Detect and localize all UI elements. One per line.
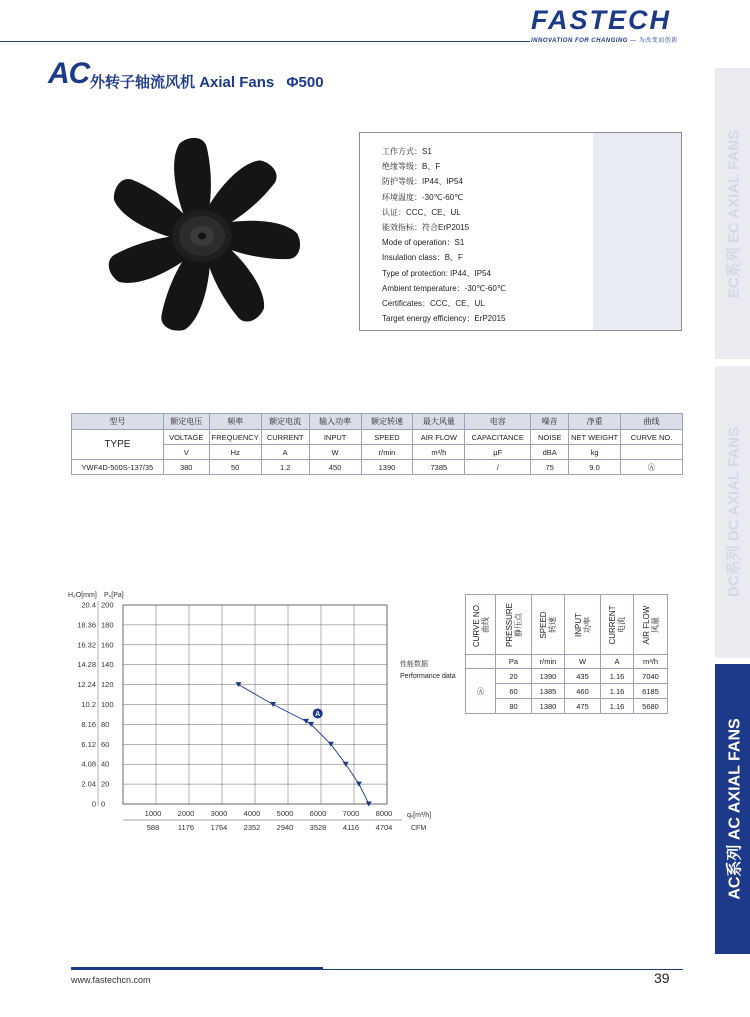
value-cell: 380 (163, 460, 209, 475)
unit-cell: Pa (496, 655, 532, 669)
value-cell: 435 (565, 669, 601, 684)
x-tick-label: 8000 (375, 809, 393, 818)
perf-label-en: Performance data (400, 673, 456, 680)
header-en: INPUT (573, 612, 583, 637)
footer-rule (71, 967, 323, 970)
header-cn: 风量 (650, 616, 660, 633)
chart-ticks (77, 601, 402, 833)
spec-line: 防护等级：IP44、IP54 (382, 177, 463, 187)
curve-label: A (315, 710, 321, 718)
spec-line: Insulation class：B、F (382, 253, 463, 263)
unit-cell: r/min (532, 655, 565, 669)
value-cell: / (465, 460, 531, 475)
perf-header-cell (496, 595, 532, 655)
y-tick-label-pa: 180 (101, 620, 114, 630)
spec-line: 环境温度：-30℃-60℃ (382, 192, 464, 202)
y-tick-label-pa: 20 (101, 779, 110, 789)
series-badge: AC (48, 57, 90, 90)
x-tick-label: 4000 (243, 809, 261, 818)
spec-box-shade (593, 133, 681, 330)
brand-logo (531, 6, 701, 50)
x-tick-label-cfm: 1176 (177, 823, 195, 832)
value-cell: 1.16 (601, 684, 634, 699)
value-cell: 75 (531, 460, 569, 475)
spec-line: 能效指标：符合ErP2015 (382, 223, 470, 233)
header-cell: CURVE NO. (621, 430, 683, 445)
x-tick-label-cfm: 1764 (210, 823, 228, 832)
header-cell: VOLTAGE (163, 430, 209, 445)
tab-label: DC系列 DC AXIAL FANS (725, 426, 742, 598)
y-axis-label-pa: Pₛ[Pa] (104, 592, 124, 599)
perf-units-row (466, 655, 668, 669)
perf-header-row (466, 595, 668, 655)
curve-cell: Ⓐ (621, 460, 683, 475)
header-cell: CAPACITANCE (465, 430, 531, 445)
header-en: PRESSURE (504, 602, 514, 647)
perf-label-cn: 性能数据 (400, 661, 428, 668)
value-cell: 20 (496, 669, 532, 684)
header-cell: NOISE (531, 430, 569, 445)
unit-cell (621, 445, 683, 460)
y-tick-label-mm: 4.08 (81, 759, 96, 769)
spec-box (359, 132, 682, 331)
unit-cell: m³/h (634, 655, 668, 669)
header-cn: 电流 (617, 616, 626, 633)
header-cell: 频率 (209, 414, 261, 430)
value-cell: 80 (496, 699, 532, 714)
value-cell: 1385 (532, 684, 565, 699)
value-cell: 7040 (634, 669, 668, 684)
axial-fan-image (104, 138, 306, 334)
title-diameter: Φ500 (286, 74, 324, 91)
y-tick-label-pa: 120 (101, 680, 114, 690)
perf-header-cell (565, 595, 601, 655)
header-cell: 电容 (465, 414, 531, 430)
value-cell: 450 (309, 460, 361, 475)
y-tick-label-pa: 0 (101, 799, 106, 809)
logo-text: FASTECH (531, 5, 672, 35)
header-cell: CURRENT (261, 430, 309, 445)
table-row (466, 669, 668, 684)
value-cell: 1390 (361, 460, 413, 475)
header-cell: AIR FLOW (413, 430, 465, 445)
spec-line: Mode of operation：S1 (382, 238, 465, 248)
value-cell: 1390 (532, 669, 565, 684)
header-cell: FREQUENCY (209, 430, 261, 445)
y-tick-label-pa: 100 (101, 700, 114, 709)
value-cell: 1.2 (261, 460, 309, 475)
header-cn: 功率 (582, 616, 592, 633)
value-cell: 1.16 (601, 669, 634, 684)
x-tick-label-cfm: 3528 (309, 823, 327, 832)
value-cell: 7385 (413, 460, 465, 475)
performance-table (465, 594, 668, 714)
spec-line: Target energy efficiency：ErP2015 (382, 314, 506, 324)
spec-line: Certificates：CCC、CE、UL (382, 299, 485, 309)
header-cell: 输入功率 (309, 414, 361, 430)
y-tick-label-pa: 160 (101, 640, 114, 650)
header-cn: 静压点 (513, 612, 523, 637)
y-tick-label-mm: 14.28 (77, 660, 96, 670)
model-cell: YWF4D-500S-137/35 (72, 460, 164, 475)
header-cell: 曲线 (621, 414, 683, 430)
y-tick-label-pa: 40 (101, 759, 110, 769)
tab-ac-axial-fans[interactable] (715, 664, 750, 954)
unit-cell: μF (465, 445, 531, 460)
value-cell: 60 (496, 684, 532, 699)
value-cell: 1.16 (601, 699, 634, 714)
spec-line: Ambient temperature：-30℃-60℃ (382, 283, 506, 293)
x-tick-label: 7000 (342, 809, 360, 818)
table-row (466, 699, 668, 714)
logo-tagline (531, 35, 701, 44)
spec-table-header-cn (72, 414, 683, 430)
page-number: 39 (654, 970, 670, 986)
spec-line: 认证：CCC、CE、UL (382, 207, 461, 217)
header-rule (0, 41, 530, 42)
x-tick-label-cfm: 588 (146, 823, 160, 832)
x-axis-label-cfm: CFM (411, 825, 427, 832)
title-cn: 外转子轴流风机 (90, 74, 196, 91)
spec-table-units (72, 445, 683, 460)
y-tick-label-mm: 20.4 (81, 600, 96, 610)
perf-header-cell (634, 595, 668, 655)
perf-header-cell (466, 595, 496, 655)
header-cn: 转速 (548, 616, 557, 633)
tab-label: EC系列 EC AXIAL FANS (725, 129, 742, 298)
header-en: AIR FLOW (641, 605, 651, 644)
tagline-en: INNOVATION FOR CHANGING (531, 38, 628, 44)
y-tick-label-mm: 10.2 (81, 700, 96, 709)
chart-grid (98, 601, 387, 806)
perf-header-cell (532, 595, 565, 655)
performance-data-label (400, 659, 456, 683)
y-tick-label-pa: 200 (101, 600, 114, 610)
y-tick-label-mm: 0 (91, 799, 96, 809)
header-cell: SPEED (361, 430, 413, 445)
value-cell: 50 (209, 460, 261, 475)
spec-list (382, 144, 506, 326)
y-axis-label-mm: H₂O[mm] (68, 592, 97, 599)
unit-cell: V (163, 445, 209, 460)
x-tick-label-cfm: 2352 (243, 823, 261, 832)
x-tick-label: 5000 (276, 809, 294, 818)
spec-line: Type of protection: IP44、IP54 (382, 268, 491, 278)
table-row (466, 684, 668, 699)
x-tick-label-cfm: 4116 (342, 823, 360, 832)
perf-header-cell (601, 595, 634, 655)
header-cell: 最大风量 (413, 414, 465, 430)
tab-dc-axial-fans[interactable] (715, 366, 750, 658)
y-tick-label-mm: 16.32 (77, 640, 96, 650)
value-cell: 5680 (634, 699, 668, 714)
unit-cell: W (309, 445, 361, 460)
header-cell: 噪音 (531, 414, 569, 430)
y-tick-label-mm: 8.16 (81, 719, 96, 729)
header-cell: NET WEIGHT (569, 430, 621, 445)
tab-label: AC系列 AC AXIAL FANS (726, 718, 743, 900)
header-en: SPEED (539, 610, 548, 639)
value-cell: 9.0 (569, 460, 621, 475)
y-tick-label-mm: 2.04 (81, 779, 96, 789)
curve-cell: Ⓐ (466, 669, 496, 714)
value-cell: 460 (565, 684, 601, 699)
header-en: CURVE NO. (471, 602, 481, 647)
x-tick-label: 3000 (210, 809, 228, 818)
x-tick-label-cfm: 4704 (375, 823, 393, 832)
header-cn: 曲线 (480, 616, 490, 633)
value-cell: 1380 (532, 699, 565, 714)
unit-cell: r/min (361, 445, 413, 460)
unit-cell: dBA (531, 445, 569, 460)
type-header: TYPE (72, 430, 164, 460)
header-cell: 额定电压 (163, 414, 209, 430)
page-title (90, 71, 324, 92)
spec-table-header-en (72, 430, 683, 445)
footer-url[interactable]: www.fastechcn.com (71, 975, 151, 985)
value-cell: 475 (565, 699, 601, 714)
header-cell: 型号 (72, 414, 164, 430)
performance-chart (60, 585, 440, 837)
x-tick-label: 6000 (309, 809, 327, 818)
unit-cell (466, 655, 496, 669)
chart-axis-labels (68, 592, 431, 832)
x-tick-label: 2000 (177, 809, 195, 818)
unit-cell: A (601, 655, 634, 669)
unit-cell: m³/h (413, 445, 465, 460)
header-cell: 额定转速 (361, 414, 413, 430)
y-tick-label-pa: 80 (101, 719, 110, 729)
tab-ec-axial-fans[interactable] (715, 68, 750, 359)
x-tick-label: 1000 (144, 809, 162, 818)
unit-cell: A (261, 445, 309, 460)
spec-line: 绝缘等级：B、F (382, 162, 441, 172)
x-axis-label: qᵥ[m³/h] (407, 812, 432, 819)
unit-cell: W (565, 655, 601, 669)
footer-rule-thin (323, 969, 683, 970)
tagline-cn: — 为改变而创新 (630, 38, 678, 44)
spec-line: 工作方式：S1 (382, 147, 432, 156)
header-en: CURRENT (608, 604, 617, 645)
unit-cell: kg (569, 445, 621, 460)
value-cell: 6185 (634, 684, 668, 699)
spec-table (71, 413, 683, 475)
y-tick-label-mm: 6.12 (81, 739, 96, 749)
header-cell: 额定电流 (261, 414, 309, 430)
table-row (72, 460, 683, 475)
y-tick-label-mm: 18.36 (77, 620, 96, 630)
x-tick-label-cfm: 2940 (276, 823, 294, 832)
y-tick-label-mm: 12.24 (77, 680, 96, 690)
header-cell: INPUT (309, 430, 361, 445)
y-tick-label-pa: 60 (101, 739, 110, 749)
y-tick-label-pa: 140 (101, 660, 114, 670)
unit-cell: Hz (209, 445, 261, 460)
title-en: Axial Fans (199, 74, 275, 91)
header-cell: 净重 (569, 414, 621, 430)
